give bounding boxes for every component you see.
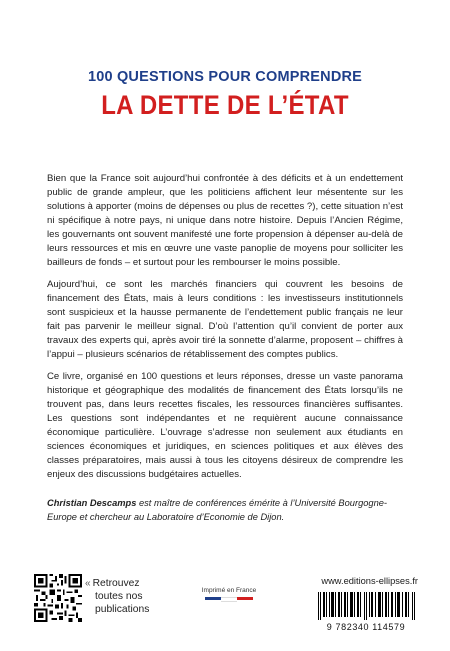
barcode-icon (318, 592, 416, 620)
blurb-paragraph-2: Aujourd’hui, ce sont les marchés financiers qui couvrent les besoins de financement des États, mais à leurs conditions : les investisseurs institutionnels sont suspicieux et la hausse permanente de l’endettement public français ne leur fait pas parvenir le meilleur signal. D’où l’attention qu’il convient de porter aux travaux des experts qui, après avoir tiré la sonnette d’alarme, proposent – chiffres à l’appui – plusieurs scénarios de rétablissement des comptes publics. (47, 279, 403, 360)
publications-line-3: publications (95, 604, 150, 615)
author-description: est maître de conférences émérite à l’Université Bourgogne-Europe et chercheur au Laboratoire d’Economie de Dijon. (47, 498, 388, 522)
author-name: Christian Descamps (47, 498, 137, 508)
qr-code-icon[interactable] (34, 574, 82, 622)
publications-line-2: toutes nos (95, 591, 143, 602)
series-title: 100 QUESTIONS POUR COMPRENDRE (87, 69, 363, 85)
printed-in-label: Imprimé en France (201, 587, 257, 594)
publications-link[interactable] (85, 577, 149, 616)
printed-in-france (194, 587, 264, 602)
blurb-paragraph-1: Bien que la France soit aujourd’hui confrontée à des déficits et à un endettement public de grande ampleur, que les politiciens affichent leur mésentente sur les solutions à apporter (moins de dépenses ou plus de recettes ?), cette situation n’est ni spécifique à notre pays, ni unique dans notre histoire. Depuis l’Ancien Régime, les gouvernants ont souvent manifesté une forte propension à dépenser au-delà de leurs ressources et mis en œuvre une vaste panoplie de moyens pour solliciter les bailleurs de fonds – et surtout pour les rembourser le moins possible. (47, 173, 403, 268)
author-bio (47, 497, 407, 524)
publisher-website-link[interactable]: www.editions-ellipses.fr (321, 576, 418, 586)
publications-line-1: Retrouvez (92, 578, 140, 589)
isbn-number: 9 782340 114579 (326, 622, 406, 632)
french-flag-icon (194, 597, 264, 602)
blurb-paragraph-3: Ce livre, organisé en 100 questions et leurs réponses, dresse un vaste panorama historique et géographique des modalités de financement des États lorsqu’ils ne trouvent pas, dans leurs recettes fiscales, les ressources financières suffisantes. Les questions sont indépendantes et ne requièrent aucune connaissance économique particulière. L’ouvrage s’adresse non seulement aux étudiants en sciences économiques et juridiques, en sciences politiques et aux élèves des classes préparatoires, mais aussi à tous les citoyens désireux de comprendre les enjeux des discussions budgétaires actuelles. (47, 371, 403, 480)
blurb (47, 172, 403, 490)
book-title: LA DETTE DE L’ÉTAT (101, 90, 349, 121)
double-chevron-icon: « (85, 578, 91, 589)
cover-header (0, 68, 450, 120)
